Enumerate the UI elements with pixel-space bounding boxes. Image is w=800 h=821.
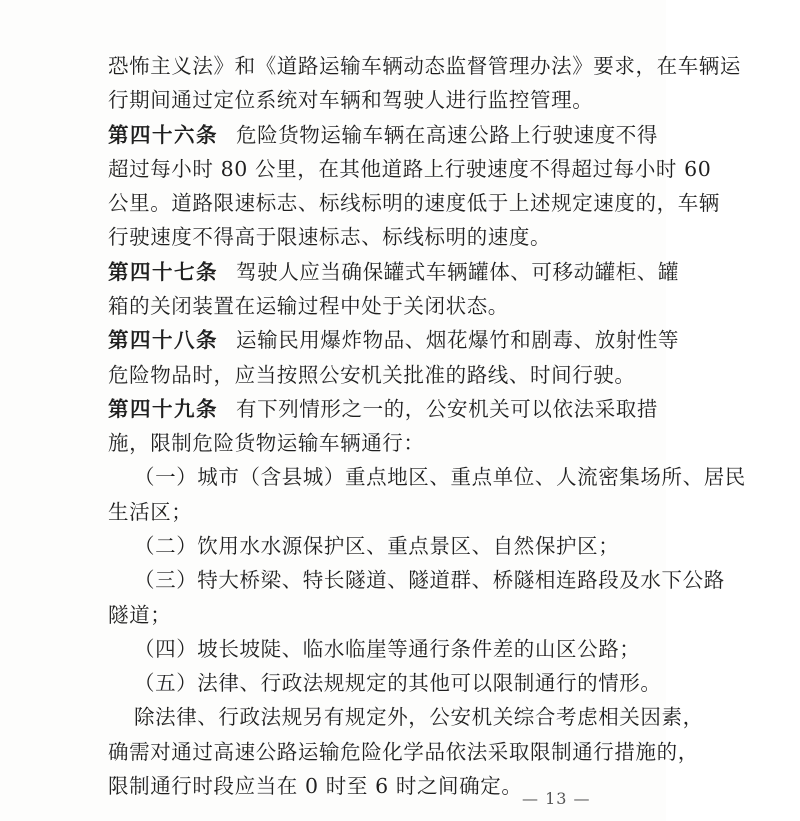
list-item: （一）城市（含县城）重点地区、重点单位、人流密集场所、居民 (134, 465, 746, 489)
body-line: 隧道； (108, 603, 172, 627)
body-line: 公里。道路限速标志、标线标明的速度低于上述规定速度的，车辆 (108, 191, 720, 215)
article-number: 第四十八条 (108, 328, 218, 352)
list-item: （五）法律、行政法规规定的其他可以限制通行的情形。 (134, 671, 662, 695)
article-number: 第四十七条 (108, 260, 218, 284)
article-number: 第四十九条 (108, 397, 218, 421)
article-number: 第四十六条 (108, 123, 218, 147)
article-47 (0, 254, 774, 290)
body-line: 行期间通过定位系统对车辆和驾驶人进行监控管理。 (108, 88, 594, 112)
article-48 (0, 322, 774, 358)
body-line: 箱的关闭装置在运输过程中处于关闭状态。 (108, 294, 509, 318)
article-49 (0, 391, 774, 427)
page-number: — 13 — (522, 789, 591, 808)
list-item: （三）特大桥梁、特长隧道、隧道群、桥隧相连路段及水下公路 (134, 568, 725, 592)
body-line: 确需对通过高速公路运输危险化学品依法采取限制通行措施的， (108, 740, 699, 764)
body-line: 危险物品时，应当按照公安机关批准的路线、时间行驶。 (108, 363, 636, 387)
body-line: 恐怖主义法》和《道路运输车辆动态监督管理办法》要求，在车辆运 (108, 54, 741, 78)
article-46 (0, 117, 774, 153)
body-line: 行驶速度不得高于限速标志、标线标明的速度。 (108, 225, 552, 249)
article-text: 危险货物运输车辆在高速公路上行驶速度不得 (236, 123, 658, 147)
body-line: 限制通行时段应当在 0 时至 6 时之间确定。 (108, 774, 523, 798)
body-line: 施，限制危险货物运输车辆通行： (108, 431, 425, 455)
body-line: 超过每小时 80 公里，在其他道路上行驶速度不得超过每小时 60 (108, 157, 712, 181)
article-text: 有下列情形之一的，公安机关可以依法采取措 (236, 397, 658, 421)
list-item: （四）坡长坡陡、临水临崖等通行条件差的山区公路； (134, 637, 641, 661)
body-line: 生活区； (108, 500, 193, 524)
article-text: 运输民用爆炸物品、烟花爆竹和剧毒、放射性等 (236, 328, 680, 352)
body-line: 除法律、行政法规另有规定外，公安机关综合考虑相关因素， (134, 705, 704, 729)
article-text: 驾驶人应当确保罐式车辆罐体、可移动罐柜、罐 (236, 260, 680, 284)
list-item: （二）饮用水水源保护区、重点景区、自然保护区； (134, 534, 620, 558)
